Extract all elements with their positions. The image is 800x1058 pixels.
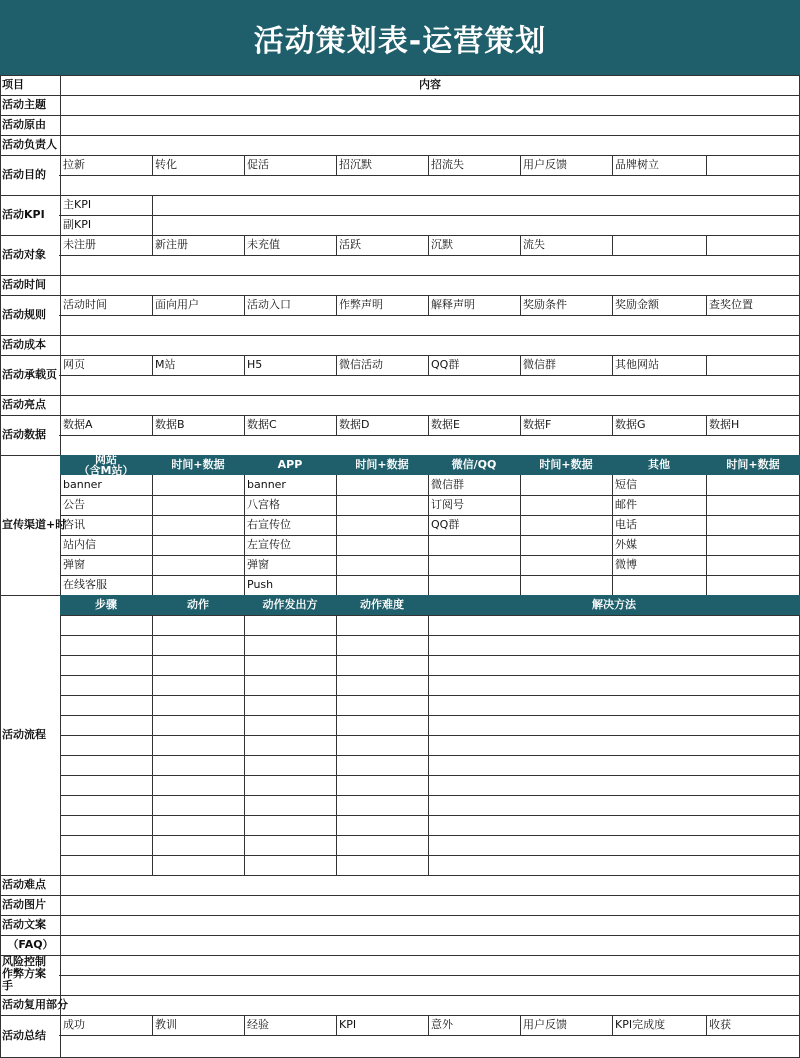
rules-option[interactable]: 解释声明 bbox=[431, 298, 475, 311]
grid-line bbox=[60, 775, 800, 776]
flow-header: 动作 bbox=[152, 595, 244, 615]
grid-line bbox=[0, 435, 800, 436]
rules-option[interactable]: 面向用户 bbox=[155, 298, 199, 311]
rules-option[interactable]: 奖励条件 bbox=[523, 298, 567, 311]
purpose-option[interactable]: 用户反馈 bbox=[523, 158, 567, 171]
grid-line bbox=[60, 575, 800, 576]
grid-line bbox=[244, 615, 245, 875]
rules-option[interactable]: 活动入口 bbox=[247, 298, 291, 311]
grid-line bbox=[60, 835, 800, 836]
label-faq: （FAQ） bbox=[7, 938, 54, 951]
summary-option[interactable]: KPI完成度 bbox=[615, 1018, 666, 1031]
grid-line bbox=[60, 675, 800, 676]
grid-line bbox=[612, 415, 613, 435]
grid-line bbox=[60, 755, 800, 756]
rules-option[interactable]: 作弊声明 bbox=[339, 298, 383, 311]
grid-line bbox=[520, 235, 521, 255]
grid-line bbox=[612, 295, 613, 315]
grid-line bbox=[60, 695, 800, 696]
label-difficulty: 活动难点 bbox=[2, 878, 46, 891]
grid-line bbox=[706, 295, 707, 315]
grid-line bbox=[244, 235, 245, 255]
channel-other-item[interactable]: 外媒 bbox=[615, 538, 637, 551]
grid-line bbox=[244, 355, 245, 375]
grid-line bbox=[152, 295, 153, 315]
grid-line bbox=[152, 475, 153, 595]
target-option[interactable]: 未注册 bbox=[63, 238, 96, 251]
channel-website-item[interactable]: 站内信 bbox=[63, 538, 96, 551]
grid-line bbox=[0, 335, 800, 336]
rules-option[interactable]: 查奖位置 bbox=[709, 298, 753, 311]
grid-line bbox=[428, 475, 429, 595]
risk-label-line: 风险控制 bbox=[2, 955, 46, 968]
purpose-option[interactable]: 拉新 bbox=[63, 158, 85, 171]
data-option[interactable]: 数据H bbox=[709, 418, 740, 431]
purpose-option[interactable]: 品牌树立 bbox=[615, 158, 659, 171]
label-theme: 活动主题 bbox=[2, 98, 46, 111]
grid-line bbox=[612, 1015, 613, 1035]
risk-label-line: 作弊方案 bbox=[2, 967, 46, 980]
grid-line bbox=[152, 1015, 153, 1035]
grid-line bbox=[612, 155, 613, 175]
channel-header: 时间+数据 bbox=[520, 455, 612, 475]
data-option[interactable]: 数据G bbox=[615, 418, 646, 431]
summary-option[interactable]: 成功 bbox=[63, 1018, 85, 1031]
grid-line bbox=[336, 475, 337, 595]
data-option[interactable]: 数据D bbox=[339, 418, 370, 431]
grid-line bbox=[0, 395, 800, 396]
grid-line bbox=[0, 115, 800, 116]
grid-line bbox=[0, 255, 800, 256]
target-option[interactable]: 流失 bbox=[523, 238, 545, 251]
target-option[interactable]: 沉默 bbox=[431, 238, 453, 251]
grid-line bbox=[520, 295, 521, 315]
grid-line bbox=[60, 615, 800, 616]
grid-line bbox=[152, 195, 153, 235]
grid-line bbox=[336, 415, 337, 435]
channel-header: 时间+数据 bbox=[336, 455, 428, 475]
label-images: 活动图片 bbox=[2, 898, 46, 911]
grid-line bbox=[706, 355, 707, 375]
grid-line bbox=[152, 235, 153, 255]
label-channels: 宣传渠道+时 bbox=[2, 518, 67, 531]
grid-line bbox=[336, 155, 337, 175]
label-rules: 活动规则 bbox=[2, 308, 46, 321]
grid-line bbox=[0, 955, 800, 956]
label-cost: 活动成本 bbox=[2, 338, 46, 351]
grid-line bbox=[520, 1015, 521, 1035]
grid-line bbox=[0, 1035, 800, 1036]
data-option[interactable]: 数据E bbox=[431, 418, 460, 431]
carrier-option[interactable]: 其他网站 bbox=[615, 358, 659, 371]
grid-line bbox=[612, 355, 613, 375]
label-flow: 活动流程 bbox=[2, 728, 46, 741]
channel-header: 其他 bbox=[612, 455, 706, 475]
carrier-option[interactable]: H5 bbox=[247, 358, 263, 371]
label-kpi: 活动KPI bbox=[2, 208, 45, 221]
grid-line bbox=[336, 615, 337, 875]
grid-line bbox=[152, 415, 153, 435]
grid-line bbox=[0, 135, 800, 136]
channel-header: 时间+数据 bbox=[706, 455, 800, 475]
grid-line bbox=[152, 355, 153, 375]
grid-line bbox=[428, 1015, 429, 1035]
grid-line bbox=[520, 355, 521, 375]
summary-option[interactable]: KPI bbox=[339, 1018, 357, 1031]
grid-line bbox=[244, 295, 245, 315]
channel-header: 微信/QQ bbox=[428, 455, 520, 475]
grid-line bbox=[60, 715, 800, 716]
grid-line bbox=[60, 795, 800, 796]
grid-line bbox=[60, 875, 800, 876]
flow-header: 动作难度 bbox=[336, 595, 428, 615]
grid-line bbox=[152, 615, 153, 875]
target-option[interactable]: 活跃 bbox=[339, 238, 361, 251]
target-option[interactable]: 未充值 bbox=[247, 238, 280, 251]
carrier-option[interactable]: QQ群 bbox=[431, 358, 460, 371]
risk-label-line: 手 bbox=[2, 979, 13, 992]
grid-line bbox=[520, 415, 521, 435]
grid-line bbox=[0, 895, 800, 896]
label-summary: 活动总结 bbox=[2, 1029, 46, 1042]
grid-line bbox=[0, 75, 800, 76]
channel-other-item[interactable]: 微博 bbox=[615, 558, 637, 571]
channel-app-item[interactable]: Push bbox=[247, 578, 274, 591]
grid-line bbox=[0, 935, 800, 936]
grid-line bbox=[60, 735, 800, 736]
summary-option[interactable]: 经验 bbox=[247, 1018, 269, 1031]
data-option[interactable]: 数据F bbox=[523, 418, 552, 431]
grid-line bbox=[60, 635, 800, 636]
grid-line bbox=[0, 275, 800, 276]
grid-line bbox=[612, 235, 613, 255]
rules-option[interactable]: 奖励金额 bbox=[615, 298, 659, 311]
data-option[interactable]: 数据A bbox=[63, 418, 93, 431]
channel-app-item[interactable]: 弹窗 bbox=[247, 558, 269, 571]
label-time: 活动时间 bbox=[2, 278, 46, 291]
grid-line bbox=[152, 155, 153, 175]
kpi-sub[interactable]: 副KPI bbox=[63, 218, 92, 231]
channel-website-item[interactable]: banner bbox=[63, 478, 102, 491]
grid-line bbox=[706, 475, 707, 595]
grid-line bbox=[0, 375, 800, 376]
grid-line bbox=[428, 615, 429, 875]
channel-wechat-item[interactable]: QQ群 bbox=[431, 518, 460, 531]
purpose-option[interactable]: 招沉默 bbox=[339, 158, 372, 171]
channel-header: 时间+数据 bbox=[152, 455, 244, 475]
data-option[interactable]: 数据B bbox=[155, 418, 185, 431]
grid-line bbox=[336, 235, 337, 255]
grid-line bbox=[0, 915, 800, 916]
grid-line bbox=[244, 475, 245, 595]
grid-line bbox=[706, 1015, 707, 1035]
channel-other-item[interactable]: 短信 bbox=[615, 478, 637, 491]
label-copy: 活动文案 bbox=[2, 918, 46, 931]
plan-sheet bbox=[0, 75, 800, 1058]
label-risk bbox=[1, 955, 59, 993]
channel-app-item[interactable]: banner bbox=[247, 478, 286, 491]
channel-wechat-item[interactable]: 订阅号 bbox=[431, 498, 464, 511]
grid-line bbox=[336, 1015, 337, 1035]
channel-header: APP bbox=[244, 455, 336, 475]
carrier-option[interactable]: 网页 bbox=[63, 358, 85, 371]
grid-line bbox=[0, 175, 800, 176]
label-target: 活动对象 bbox=[2, 248, 46, 261]
grid-line bbox=[0, 315, 800, 316]
carrier-option[interactable]: 微信活动 bbox=[339, 358, 383, 371]
purpose-option[interactable]: 转化 bbox=[155, 158, 177, 171]
label-reuse: 活动复用部分 bbox=[2, 998, 68, 1011]
channel-app-item[interactable]: 右宣传位 bbox=[247, 518, 291, 531]
channel-website-item[interactable]: 咨讯 bbox=[63, 518, 85, 531]
channel-wechat-item[interactable]: 微信群 bbox=[431, 478, 464, 491]
summary-option[interactable]: 收获 bbox=[709, 1018, 731, 1031]
rules-option[interactable]: 活动时间 bbox=[63, 298, 107, 311]
label-reason: 活动原由 bbox=[2, 118, 46, 131]
content-header: 内容 bbox=[419, 78, 441, 91]
label-carrier: 活动承载页 bbox=[2, 368, 57, 381]
flow-header: 动作发出方 bbox=[244, 595, 336, 615]
grid-line bbox=[428, 235, 429, 255]
grid-line bbox=[706, 155, 707, 175]
purpose-option[interactable]: 招流失 bbox=[431, 158, 464, 171]
grid-line bbox=[60, 855, 800, 856]
grid-line bbox=[60, 815, 800, 816]
sheet-title: 活动策划表-运营策划 bbox=[0, 0, 800, 75]
grid-line bbox=[244, 1015, 245, 1035]
carrier-option[interactable]: 微信群 bbox=[523, 358, 556, 371]
label-owner: 活动负责人 bbox=[2, 138, 57, 151]
label-purpose: 活动目的 bbox=[2, 168, 46, 181]
summary-option[interactable]: 用户反馈 bbox=[523, 1018, 567, 1031]
grid-line bbox=[428, 415, 429, 435]
kpi-main[interactable]: 主KPI bbox=[63, 198, 92, 211]
label-highlight: 活动亮点 bbox=[2, 398, 46, 411]
flow-header: 解决方法 bbox=[428, 595, 800, 615]
summary-option[interactable]: 教训 bbox=[155, 1018, 177, 1031]
grid-line bbox=[0, 95, 800, 96]
grid-line bbox=[60, 655, 800, 656]
channel-other-item[interactable]: 邮件 bbox=[615, 498, 637, 511]
grid-line bbox=[336, 355, 337, 375]
label-data: 活动数据 bbox=[2, 428, 46, 441]
grid-line bbox=[428, 155, 429, 175]
data-option[interactable]: 数据C bbox=[247, 418, 277, 431]
channel-website-item[interactable]: 公告 bbox=[63, 498, 85, 511]
grid-line bbox=[706, 415, 707, 435]
summary-option[interactable]: 意外 bbox=[431, 1018, 453, 1031]
item-header: 项目 bbox=[2, 78, 24, 91]
grid-line bbox=[336, 295, 337, 315]
grid-line bbox=[428, 295, 429, 315]
channel-header: 网站 （含M站） bbox=[60, 455, 152, 475]
grid-line bbox=[612, 475, 613, 595]
grid-line bbox=[428, 355, 429, 375]
target-option[interactable]: 新注册 bbox=[155, 238, 188, 251]
carrier-option[interactable]: M站 bbox=[155, 358, 176, 371]
purpose-option[interactable]: 促活 bbox=[247, 158, 269, 171]
grid-line bbox=[520, 155, 521, 175]
grid-line bbox=[520, 475, 521, 595]
channel-other-item[interactable]: 电话 bbox=[615, 518, 637, 531]
channel-app-item[interactable]: 八宫格 bbox=[247, 498, 280, 511]
grid-line bbox=[0, 975, 800, 976]
flow-header: 步骤 bbox=[60, 595, 152, 615]
channel-app-item[interactable]: 左宣传位 bbox=[247, 538, 291, 551]
grid-line bbox=[706, 235, 707, 255]
grid-line bbox=[244, 415, 245, 435]
grid-line bbox=[244, 155, 245, 175]
channel-website-item[interactable]: 在线客服 bbox=[63, 578, 107, 591]
channel-website-item[interactable]: 弹窗 bbox=[63, 558, 85, 571]
grid-line bbox=[0, 995, 800, 996]
